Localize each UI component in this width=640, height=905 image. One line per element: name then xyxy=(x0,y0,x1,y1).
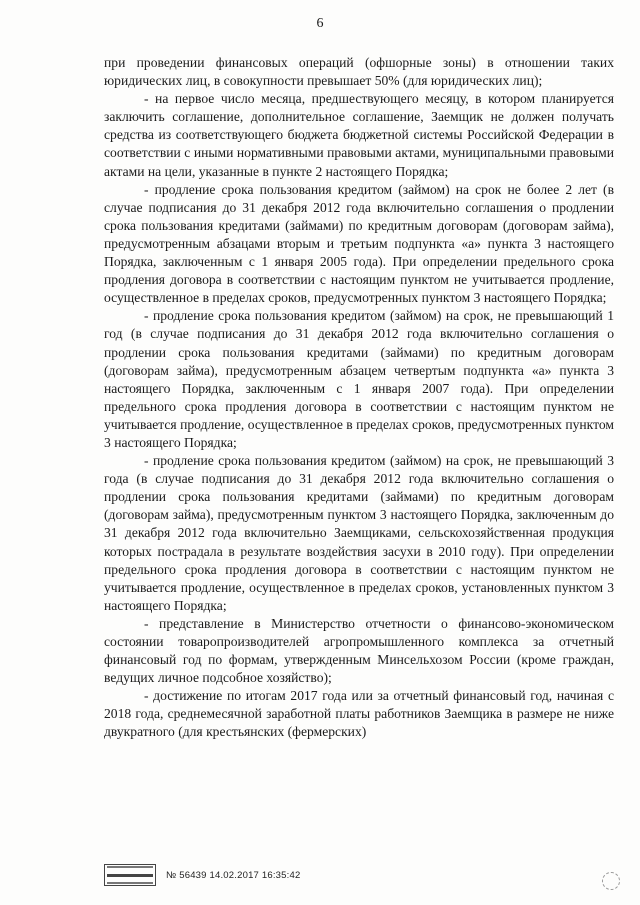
page-number: 6 xyxy=(316,16,324,31)
paragraph: - продление срока пользования кредитом (займом) на срок не более 2 лет (в случае подписания до 31 декабря 2012 года включительно соглашения о продлении срока пользования кредитами (займами) по кредитным договорам (договорам займа), предусмотренным абзацами вторым и третьим подпункта «а» пункта 3 настоящего Порядка, заключенным с 1 января 2005 года). При определении предельного срока продления договора в соответствии с настоящим пунктом не учитывается продление, осуществленное в пределах сроков, предусмотренных пунктом 3 настоящего Порядка; xyxy=(104,181,614,306)
paragraph: - представление в Министерство отчетности о финансово-экономическом состоянии товаропроизводителей агропромышленного комплекса за отчетный финансовый год по формам, утвержденным Минсельхозом России (кроме граждан, ведущих личное подсобное хозяйство); xyxy=(104,615,614,686)
registration-stamp: № 56439 14.02.2017 16:35:42 xyxy=(166,869,301,881)
paragraph: - продление срока пользования кредитом (займом) на срок, не превышающий 3 года (в случае подписания до 31 декабря 2012 года включительно соглашения о продлении срока пользования кредитами (займами) по кредитным договорам (договорам займа), предусмотренным пунктом 3 настоящего Порядка, заключенным до 31 декабря 2012 года включительно Заемщиками, сельскохозяйственная продукция которых пострадала в результате воздействия засухи в 2010 году). При определении предельного срока продления договора в соответствии с настоящим пунктом не учитывается продление, осуществленное в пределах сроков, установленных пунктом 3 настоящего Порядка; xyxy=(104,453,614,613)
registry-logo-icon xyxy=(104,864,156,886)
paragraph: - достижение по итогам 2017 года или за отчетный финансовый год, начиная с 2018 года, среднемесячной заработной платы работников Заемщика в размере не ниже двукратного (для крестьянских (фермерских) xyxy=(104,688,614,740)
paragraph: при проведении финансовых операций (офшорные зоны) в отношении таких юридических лиц, в совокупности превышает 50% (для юридических лиц); xyxy=(104,55,614,89)
paragraph: - на первое число месяца, предшествующего месяцу, в котором планируется заключить соглашение, дополнительное соглашение, Заемщик не должен получать средства из соответствующего бюджета бюджетной системы Российской Федерации в соответствии с иными нормативными правовыми актами, муниципальными правовыми актами на цели, указанные в пункте 2 настоящего Порядка; xyxy=(104,91,614,179)
document-body xyxy=(104,54,614,742)
seal-mark-icon xyxy=(602,872,620,890)
document-footer xyxy=(104,862,404,888)
paragraph: - продление срока пользования кредитом (займом) на срок, не превышающий 1 год (в случае подписания до 31 декабря 2012 года включительно соглашения о продлении срока пользования кредитами (займами) по кредитным договорам (договорам займа), предусмотренным абзацем четвертым подпункта «а» пункта 3 настоящего Порядка, заключенным с 1 января 2007 года). При определении предельного срока продления договора в соответствии с настоящим пунктом не учитывается продление, осуществленное в пределах сроков, предусмотренных пунктом 3 настоящего Порядка; xyxy=(104,308,614,450)
